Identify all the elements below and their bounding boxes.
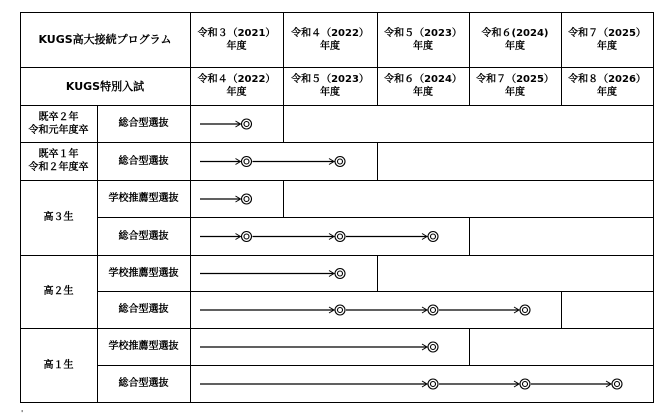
header-year-divider <box>469 12 470 106</box>
double-circle-mark <box>242 194 252 204</box>
selection-type-label: 学校推薦型選抜 <box>108 341 179 352</box>
special-year-text: 令和５（2023） <box>291 74 369 85</box>
row-end-divider <box>469 328 470 366</box>
group-5 <box>20 328 97 402</box>
group-column-divider <box>97 105 98 403</box>
selection-type-label: 総合型選抜 <box>118 155 169 167</box>
table-top-border <box>20 12 654 13</box>
group-divider <box>20 142 654 143</box>
group-label: 高１生 <box>43 359 74 371</box>
special-year-suffix: 年度 <box>597 87 617 98</box>
header-bottom-border <box>20 105 654 106</box>
program-year-suffix: 年度 <box>505 40 525 52</box>
double-circle-inner <box>523 382 528 387</box>
special-year-text: 令和７（2025） <box>476 74 554 85</box>
double-circle-mark <box>242 157 252 167</box>
program-year-suffix: 年度 <box>413 40 433 52</box>
group-3 <box>20 180 97 255</box>
selection-type-label: 総合型選抜 <box>118 304 169 315</box>
selection-type-label: 総合型選抜 <box>118 118 169 129</box>
header-divider <box>20 67 654 68</box>
selection-type-label: 学校推薦型選抜 <box>108 193 179 204</box>
double-circle-inner <box>523 308 528 313</box>
row-end-divider <box>283 180 284 218</box>
row-divider <box>97 365 654 366</box>
program-year-suffix: 年度 <box>320 40 340 52</box>
double-circle-inner <box>431 345 436 350</box>
double-circle-mark <box>242 119 252 129</box>
special-year-1 <box>190 67 283 105</box>
selection-type-label: 総合型選抜 <box>118 230 169 242</box>
row-end-divider <box>283 105 284 143</box>
special-year-4 <box>469 67 561 105</box>
special-year-text: 令和４（2022） <box>197 74 276 85</box>
program-year-suffix: 年度 <box>226 40 247 52</box>
double-circle-inner <box>338 159 343 164</box>
double-circle-inner <box>338 308 343 313</box>
group-4 <box>20 255 97 328</box>
group-sublabel: 令和元年度卒 <box>28 124 89 136</box>
double-circle-mark <box>335 157 345 167</box>
double-circle-mark <box>428 232 438 242</box>
group-1 <box>20 105 97 142</box>
special-label-cell <box>20 67 190 105</box>
selection-type-label: 学校推薦型選抜 <box>108 267 179 279</box>
group-label: 高２生 <box>43 286 74 297</box>
double-circle-mark <box>428 379 438 389</box>
row-end-divider <box>377 142 378 181</box>
program-year-2 <box>283 12 377 67</box>
program-year-1 <box>190 12 283 67</box>
label-column-divider <box>190 12 191 403</box>
double-circle-mark <box>612 379 622 389</box>
double-circle-mark <box>428 305 438 315</box>
double-circle-inner <box>338 271 343 276</box>
special-year-suffix: 年度 <box>413 87 433 98</box>
double-circle-mark <box>335 269 345 279</box>
header-year-divider <box>377 12 378 106</box>
special-year-3 <box>377 67 469 105</box>
double-circle-inner <box>244 197 249 202</box>
row-end-divider <box>561 291 562 329</box>
program-year-text: 令和４（2022） <box>291 27 369 39</box>
double-circle-mark <box>520 379 530 389</box>
group-label: 高３生 <box>43 212 74 223</box>
double-circle-inner <box>244 234 249 239</box>
double-circle-mark <box>335 305 345 315</box>
program-year-text: 令和６(2024) <box>481 27 549 39</box>
table-right-border <box>653 12 654 403</box>
selection-type-label: 総合型選抜 <box>118 378 169 389</box>
program-year-text: 令和５（2023） <box>384 27 462 39</box>
table-bottom-border <box>20 402 654 403</box>
row-label-cell <box>97 217 190 255</box>
row-label-cell <box>97 365 190 402</box>
program-year-3 <box>377 12 469 67</box>
double-circle-inner <box>244 122 249 127</box>
program-label-cell <box>20 12 190 67</box>
program-year-text: 令和３（2021） <box>197 27 276 39</box>
row-end-divider <box>377 255 378 292</box>
header-year-divider <box>283 12 284 106</box>
row-label-cell <box>97 142 190 180</box>
special-year-2 <box>283 67 377 105</box>
group-2 <box>20 142 97 180</box>
group-sublabel: 令和２年度卒 <box>28 162 89 173</box>
program-year-4 <box>469 12 561 67</box>
group-divider <box>20 255 654 256</box>
program-year-suffix: 年度 <box>597 40 617 52</box>
program-label: KUGS高大接続プログラム <box>38 33 172 46</box>
row-end-divider <box>469 217 470 256</box>
double-circle-mark <box>520 305 530 315</box>
group-divider <box>20 328 654 329</box>
special-year-text: 令和８（2026） <box>568 74 646 85</box>
special-year-text: 令和６（2024） <box>384 74 462 85</box>
special-year-suffix: 年度 <box>505 87 525 98</box>
double-circle-inner <box>338 234 343 239</box>
double-circle-mark <box>335 232 345 242</box>
program-year-text: 令和７（2025） <box>568 27 646 39</box>
row-divider <box>97 291 654 292</box>
row-label-cell <box>97 255 190 291</box>
double-circle-mark <box>242 232 252 242</box>
double-circle-inner <box>615 382 620 387</box>
special-year-suffix: 年度 <box>226 87 247 98</box>
table-left-border <box>20 12 21 403</box>
row-label-cell <box>97 105 190 142</box>
row-label-cell <box>97 180 190 217</box>
footer-mark: ' <box>21 409 24 418</box>
special-year-5 <box>561 67 653 105</box>
header-year-divider <box>561 12 562 106</box>
special-year-suffix: 年度 <box>320 87 340 98</box>
double-circle-mark <box>428 342 438 352</box>
double-circle-inner <box>431 382 436 387</box>
special-label: KUGS特別入試 <box>65 79 145 93</box>
row-divider <box>97 217 654 218</box>
row-label-cell <box>97 291 190 328</box>
program-year-5 <box>561 12 653 67</box>
group-label: 既卒１年 <box>38 149 79 160</box>
row-label-cell <box>97 328 190 365</box>
group-label: 既卒２年 <box>38 111 79 123</box>
double-circle-inner <box>431 308 436 313</box>
group-divider <box>20 180 654 181</box>
double-circle-inner <box>431 234 436 239</box>
double-circle-inner <box>244 159 249 164</box>
